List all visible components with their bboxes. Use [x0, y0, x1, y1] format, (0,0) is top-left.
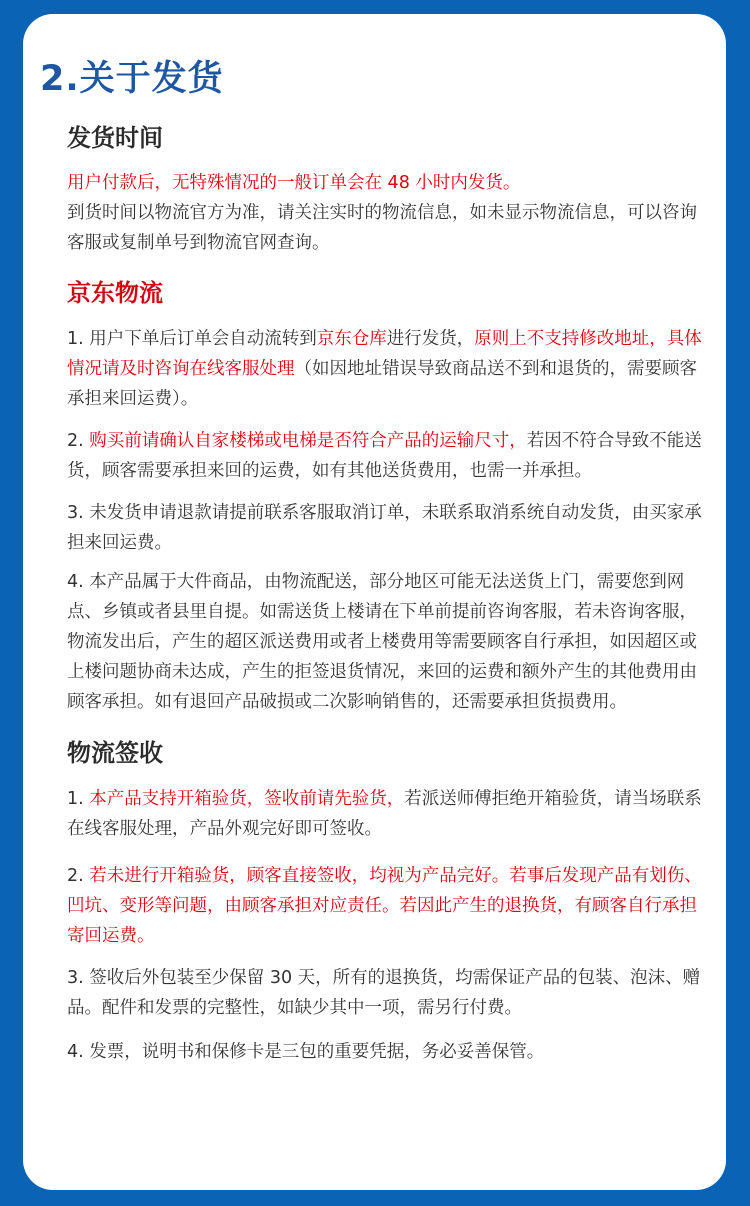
paragraph-receipt-4	[67, 1037, 707, 1067]
text-segment: 2.	[67, 431, 90, 451]
text-segment: 4. 本产品属于大件商品，由物流配送，部分地区可能无法送货上门，需要您到网点、乡镇或者县里自提。如需送货上楼请在下单前提前咨询客服，若未咨询客服，物流发出后，产生的超区派送费用或者上楼费用等需要顾客自行承担，如因超区或上楼问题协商未达成，产生的拒签退货情况，来回的运费和额外产生的其他费用由顾客承担。如有退回产品破损或二次影响销售的，还需要承担货损费用。	[67, 572, 697, 712]
text-segment: 进行发货，	[386, 329, 475, 349]
section-heading-shipping-time: 发货时间	[67, 124, 163, 152]
paragraph-jd-2	[67, 426, 707, 486]
content-card	[23, 14, 726, 1190]
text-segment: （如因地址错误导致商品送不到和退货的，需要顾客承担来回运费）。	[67, 359, 697, 409]
text-segment: 3. 签收后外包装至少保留 30 天，所有的退换货，均需保证产品的包装、泡沫、赠品。配件和发票的完整性，如缺少其中一项，需另行付费。	[67, 968, 701, 1018]
paragraph-receipt-1	[67, 784, 707, 844]
text-segment: 购买前请确认自家楼梯或电梯是否符合产品的运输尺寸，	[89, 431, 527, 451]
text-segment: 1.	[67, 789, 90, 809]
paragraph-jd-4	[67, 567, 707, 717]
section-heading-logistics-receipt: 物流签收	[67, 739, 163, 767]
paragraph-receipt-3	[67, 963, 707, 1023]
text-segment: 用户付款后，无特殊情况的一般订单会在 48 小时内发货。	[67, 173, 521, 193]
text-segment: 若派送师傅拒绝开箱验货，请当场联系在线客服处理，产品外观完好即可签收。	[67, 789, 702, 839]
paragraph-jd-1	[67, 324, 707, 414]
text-segment: 2.	[67, 866, 90, 886]
text-segment: 原则上不支持修改地址，具体情况请及时咨询在线客服处理	[67, 329, 702, 379]
text-segment: 若未进行开箱验货，顾客直接签收，均视为产品完好。若事后发现产品有划伤、凹坑、变形等问题，由顾客承担对应责任。若因此产生的退换货，有顾客自行承担寄回运费。	[67, 866, 702, 946]
text-segment: 京东仓库	[316, 329, 387, 349]
text-segment: 1. 用户下单后订单会自动流转到	[67, 329, 317, 349]
section-heading-jd-logistics: 京东物流	[67, 279, 163, 307]
paragraph-receipt-2	[67, 861, 707, 951]
paragraph-shipping-time	[67, 168, 707, 258]
page-title: 2.关于发货	[40, 59, 224, 99]
text-segment: 本产品支持开箱验货，签收前请先验货，	[89, 789, 405, 809]
paragraph-jd-3	[67, 498, 707, 558]
text-segment: 到货时间以物流官方为准，请关注实时的物流信息，如未显示物流信息，可以咨询客服或复制单号到物流官网查询。	[67, 203, 697, 253]
text-segment: 若因不符合导致不能送货，顾客需要承担来回的运费，如有其他送货费用，也需一并承担。	[67, 431, 702, 481]
text-segment: 3. 未发货申请退款请提前联系客服取消订单，未联系取消系统自动发货，由买家承担来回运费。	[67, 503, 702, 553]
text-segment: 4. 发票，说明书和保修卡是三包的重要凭据，务必妥善保管。	[67, 1042, 545, 1062]
